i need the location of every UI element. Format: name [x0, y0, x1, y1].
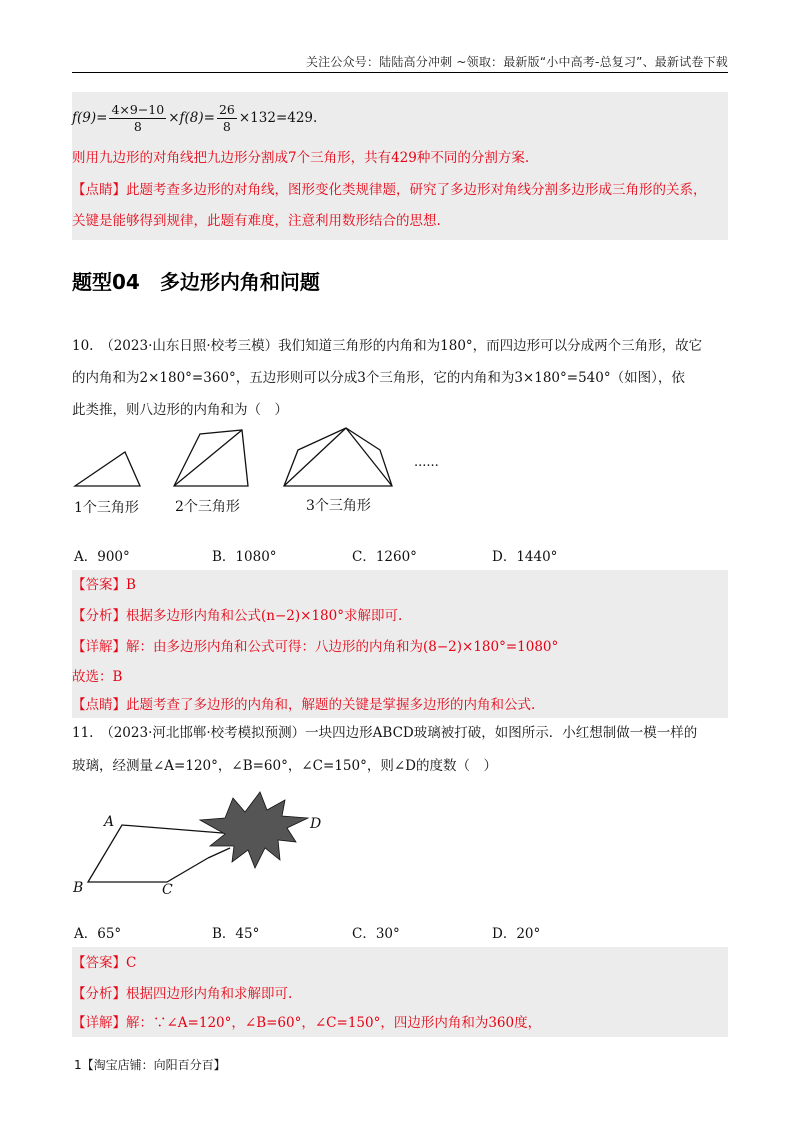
q11-line2: 玻璃，经测量∠A=120°，∠B=60°，∠C=150°，则∠D的度数（ ） [72, 758, 497, 774]
vertex-label-b: B [73, 880, 84, 896]
q10-option-c[interactable]: C．1260° [352, 549, 417, 565]
q11-line1: 11. （2023·河北邯郸·校考模拟预测）一块四边形ABCD玻璃被打破，如图所示．小红想制做一模一样的 [72, 725, 698, 741]
prev-dianjing-line1: 【点睛】此题考查多边形的对角线，图形变化类规律题，研究了多边形对角线分割多边形成三角形的关系， [72, 182, 707, 198]
vertex-label-a: A [104, 814, 115, 830]
pentagon-shape [284, 428, 392, 486]
prev-dianjing-line2: 关键是能够得到规律，此题有难度，注意利用数形结合的思想. [72, 213, 441, 229]
edge-c-to-break [208, 848, 230, 858]
q11-option-a[interactable]: A．65° [74, 926, 122, 942]
q10-answer: 【答案】B [72, 577, 136, 593]
q10-detail: 【详解】解：由多边形内角和公式可得：八边形的内角和为(8−2)×180°=1080° [72, 639, 559, 655]
q10-option-d[interactable]: D．1440° [492, 549, 558, 565]
vertex-label-c: C [162, 882, 173, 898]
q10-analysis: 【分析】根据多边形内角和公式(n−2)×180°求解即可. [72, 608, 403, 624]
footer-text: 1【淘宝店铺：向阳百分百】 [74, 1058, 226, 1072]
triangle-shape [75, 452, 140, 486]
q10-option-b[interactable]: B．1080° [212, 549, 277, 565]
q11-answer: 【答案】C [72, 955, 137, 971]
q11-detail: 【详解】解：∵∠A=120°，∠B=60°，∠C=150°，四边形内角和为360度， [72, 1015, 542, 1031]
q10-dots: ...... [414, 455, 439, 470]
header-divider [72, 72, 728, 73]
fig-label-1: 1个三角形 [74, 500, 139, 516]
fig-label-3: 3个三角形 [306, 498, 371, 514]
quadrilateral-edges [88, 825, 235, 882]
fig-label-2: 2个三角形 [175, 499, 240, 515]
section-title: 题型04 多边形内角和问题 [72, 270, 320, 294]
quadrilateral-diagonal [174, 430, 242, 486]
q11-analysis: 【分析】根据四边形内角和求解即可. [72, 986, 293, 1002]
q11-option-b[interactable]: B．45° [212, 926, 260, 942]
vertex-label-d: D [310, 816, 322, 832]
header-text: 关注公众号：陆陆高分冲刺 ~领取：最新版“小中高考-总复习”、最新试卷下载 [305, 55, 728, 69]
fraction-1: $\frac{4\times 9-10}{8}$ [111, 102, 165, 134]
q11-broken-glass-figure [70, 790, 350, 900]
q10-dianjing: 【点睛】此题考查了多边形的内角和，解题的关键是掌握多边形的内角和公式. [72, 697, 536, 713]
q10-line3: 此类推，则八边形的内角和为（ ） [72, 402, 288, 418]
pentagon-diagonal-2 [346, 428, 392, 486]
fraction-2: $\frac{26}{8}$ [218, 102, 235, 134]
pentagon-diagonal-1 [284, 428, 346, 486]
q10-choose: 故选：B [72, 669, 123, 685]
prev-conclusion: 则用九边形的对角线把九边形分割成7个三角形，共有429种不同的分割方案. [72, 150, 530, 166]
q10-option-a[interactable]: A．900° [74, 549, 130, 565]
q10-line1: 10. （2023·山东日照·校考三模）我们知道三角形的内角和为180°，而四边形可以分成两个三角形，故它 [72, 338, 703, 354]
q10-line2: 的内角和为2×180°=360°，五边形则可以分成3个三角形，它的内角和为3×180°=540°（如图），依 [72, 370, 685, 386]
q11-option-c[interactable]: C．30° [352, 926, 400, 942]
prev-formula: f(9)= $\frac{4\times 9-10}{8}$ ×f(8)= $\frac{26}{8}$ ×132=429. [72, 102, 318, 134]
q11-option-d[interactable]: D．20° [492, 926, 541, 942]
broken-glass-burst [200, 792, 308, 868]
